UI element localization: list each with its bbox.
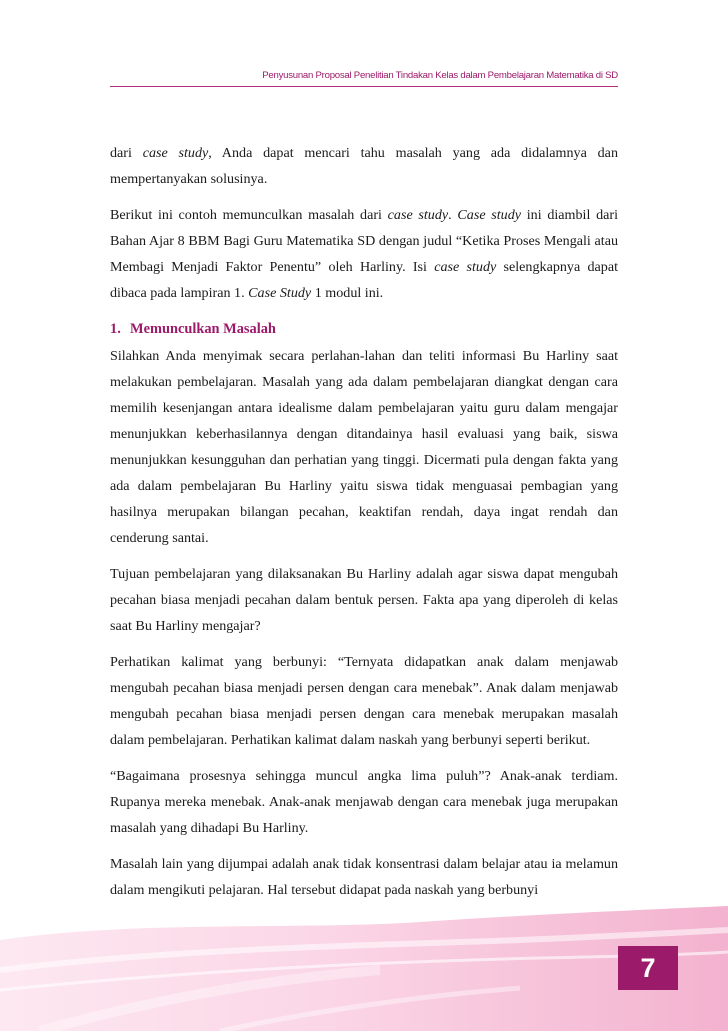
paragraph-2 [110, 202, 618, 306]
page-number: 7 [640, 953, 656, 983]
paragraph-6: “Bagaimana prosesnya sehingga muncul angka lima puluh”? Anak-anak terdiam. Rupanya mereka menebak. Anak-anak menjawab dengan cara menebak juga merupakan masalah yang dihadapi Bu Harliny. [110, 768, 618, 836]
paragraph-1 [110, 140, 618, 192]
text-run: selengkapnya dapat dibaca pada lampiran 1. [110, 259, 618, 301]
italic-term: case study [142, 145, 209, 161]
text-run: Berikut ini contoh memunculkan masalah dari [110, 207, 388, 223]
text-run: 1 modul ini. [311, 285, 384, 301]
italic-term: Case Study [248, 285, 312, 301]
section-title: Memunculkan Masalah [130, 321, 276, 337]
paragraph-7: Masalah lain yang dijumpai adalah anak tidak konsentrasi dalam belajar atau ia melamun dalam mengikuti pelajaran. Hal tersebut didapat pada naskah yang berbunyi [110, 856, 618, 898]
italic-term: case study [387, 207, 449, 223]
page-content [110, 140, 618, 913]
section-heading [110, 316, 618, 342]
header-rule [110, 86, 618, 87]
text-run: , Anda dapat mencari tahu masalah yang ada didalamnya dan mempertanyakan solusinya. [110, 145, 618, 187]
running-header: Penyusunan Proposal Penelitian Tindakan Kelas dalam Pembelajaran Matematika di SD [262, 70, 618, 81]
section-number: 1. [110, 321, 121, 337]
italic-term: case study [434, 259, 497, 275]
paragraph-5: Perhatikan kalimat yang berbunyi: “Ternyata didapatkan anak dalam menjawab mengubah pecahan biasa menjadi persen dengan cara menebak”. Anak dalam menjawab mengubah pecahan biasa menjadi persen dengan cara menebak merupakan masalah dalam pembelajaran. Perhatikan kalimat dalam naskah yang berbunyi seperti berikut. [110, 654, 618, 748]
text-run: dari [110, 145, 143, 161]
paragraph-4: Tujuan pembelajaran yang dilaksanakan Bu Harliny adalah agar siswa dapat mengubah pecahan biasa menjadi pecahan dalam bentuk persen. Fakta apa yang diperoleh di kelas saat Bu Harliny mengajar? [110, 566, 618, 634]
text-run: ini diambil dari Bahan Ajar 8 BBM Bagi Guru Matematika SD dengan judul “Ketika Proses Mengali atau Membagi Menjadi Faktor Penentu” oleh Harliny. Isi [110, 207, 618, 275]
text-run: . [448, 207, 458, 223]
italic-term: Case study [457, 207, 522, 223]
paragraph-3: Silahkan Anda menyimak secara perlahan-lahan dan teliti informasi Bu Harliny saat melakukan pembelajaran. Masalah yang ada dalam pembelajaran diangkat dengan cara memilih kesenjangan antara idealisme dalam pembelajaran yaitu guru dalam mengajar menunjukkan keberhasilannya dengan ditandainya hasil evaluasi yang baik, siswa menunjukkan kesungguhan dan perhatian yang tinggi. Dicermati pula dengan fakta yang ada dalam pembelajaran Bu Harliny yaitu siswa tidak menguasai pembagian yang hasilnya merupakan bilangan pecahan, keaktifan rendah, daya ingat rendah dan cenderung santai. [110, 348, 618, 546]
